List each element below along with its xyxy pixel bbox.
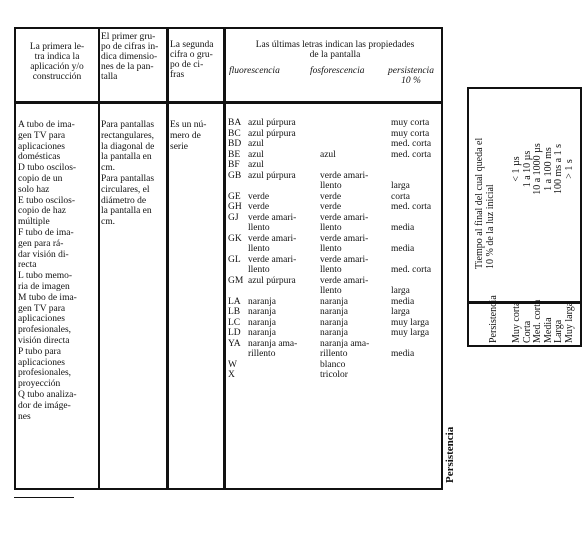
phosphor-persistence: med. corta xyxy=(391,202,432,212)
header-cell-serial: La segunda cifra o gru- po de ci- fras xyxy=(170,40,214,80)
phosphor-code: GL xyxy=(228,254,241,265)
phosphor-phosphorescence: naranja xyxy=(320,307,348,317)
phosphor-fluorescence: azul púrpura xyxy=(248,118,296,128)
footnote-rule xyxy=(14,497,74,498)
phosphor-code: BF xyxy=(228,160,240,170)
phosphor-fluorescence: azul xyxy=(248,139,264,149)
phosphor-phosphorescence: naranja ama- rillento xyxy=(320,338,370,359)
phosphor-row xyxy=(228,171,443,192)
phosphor-fluorescence: verde amari- llento xyxy=(248,233,297,254)
phosphor-fluorescence: azul xyxy=(248,160,264,170)
phosphor-row xyxy=(228,255,443,276)
phosphor-phosphorescence: verde amari- llento xyxy=(320,233,369,254)
phosphor-fluorescence: azul púrpura xyxy=(248,170,296,181)
phosphor-code: LC xyxy=(228,317,241,328)
phosphor-fluorescence: verde xyxy=(248,202,270,212)
phosphor-persistence: larga xyxy=(391,286,410,296)
phosphor-phosphorescence: blanco xyxy=(320,359,346,370)
phosphor-row xyxy=(228,118,443,129)
phosphor-row xyxy=(228,139,443,150)
phosphor-row xyxy=(228,213,443,234)
phosphor-code: GH xyxy=(228,202,242,212)
persistence-legend-table xyxy=(467,87,582,347)
phosphor-row xyxy=(228,129,443,140)
phosphor-persistence: med. corta xyxy=(391,149,432,160)
phosphor-fluorescence: verde amari- llento xyxy=(248,212,297,233)
phosphor-phosphorescence: tricolor xyxy=(320,370,348,380)
phosphor-phosphorescence: verde xyxy=(320,191,342,202)
phosphor-persistence: med. corta xyxy=(391,265,432,275)
legend-persistence-names: Muy corta Corta Med. corta Media Larga Muy larga xyxy=(511,299,575,343)
body-dimensions-text: Para pantallas rectangulares, la diagonal de la pantalla en cm. Para pantallas circulares, el diámetro de la pantalla en cm. xyxy=(101,120,155,228)
phosphor-row xyxy=(228,339,443,360)
phosphor-persistence: media xyxy=(391,223,415,233)
phosphor-persistence: med. corta xyxy=(391,139,432,149)
legend-persistence-values: < 1 µs 1 a 10 µs 10 a 1000 µs 1 a 100 ms 100 ms a 1 s > 1 s xyxy=(511,143,575,195)
phosphor-phosphorescence: verde amari- llento xyxy=(320,170,369,191)
phosphor-phosphorescence: naranja xyxy=(320,317,348,328)
header-phosphorescence: fosforescencia xyxy=(310,66,365,76)
phosphor-row xyxy=(228,318,443,329)
body-application-codes: A tubo de ima- gen TV para aplicaciones domésticas D tubo oscilos- copio de un solo haz E tubo oscilos- copio de haz múltiple F tubo de ima- gen para rá- dar visión di- recta L tubo memo- ria de imagen M tubo de ima- gen TV para aplicaciones profesionales, visión directa P tubo para aplicaciones profesionales, proyección Q tubo analiza- dor de imáge- nes xyxy=(18,120,77,422)
phosphor-fluorescence: naranja xyxy=(248,296,276,307)
phosphor-row xyxy=(228,160,443,171)
phosphor-fluorescence: azul xyxy=(248,149,264,160)
header-cell-properties: Las últimas letras indican las propiedades de la pantalla xyxy=(255,40,415,60)
phosphor-fluorescence: verde xyxy=(248,191,270,202)
header-fluorescence: fluorescencia xyxy=(229,66,280,76)
phosphor-row xyxy=(228,192,443,203)
phosphor-phosphorescence: verde amari- llento xyxy=(320,254,369,275)
phosphor-phosphorescence: naranja xyxy=(320,328,348,338)
column-divider-1 xyxy=(98,29,100,488)
phosphor-phosphorescence: azul xyxy=(320,149,336,160)
phosphor-phosphorescence: verde amari- llento xyxy=(320,212,369,233)
phosphor-code: W xyxy=(228,359,237,370)
column-divider-3 xyxy=(223,29,226,488)
phosphor-phosphorescence: verde xyxy=(320,202,342,212)
phosphor-code: LB xyxy=(228,307,241,317)
phosphor-row xyxy=(228,328,443,339)
phosphor-row xyxy=(228,202,443,213)
phosphor-row xyxy=(228,150,443,161)
body-serial-text: Es un nú- mero de serie xyxy=(170,120,207,152)
phosphor-fluorescence: naranja xyxy=(248,317,276,328)
phosphor-fluorescence: verde amari- llento xyxy=(248,254,297,275)
legend-header-persistence: Persistencia xyxy=(488,295,499,343)
phosphor-persistence: media xyxy=(391,296,415,307)
phosphor-row xyxy=(228,276,443,297)
header-cell-dimensions: El primer gru- po de cifras in- dica dimensio- nes de la pan- talla xyxy=(101,32,159,82)
phosphor-persistence: muy corta xyxy=(391,118,430,128)
column-divider-2 xyxy=(166,29,169,488)
phosphor-row xyxy=(228,370,443,381)
phosphor-code: BD xyxy=(228,139,242,149)
header-divider xyxy=(16,101,441,104)
phosphor-persistence: muy larga xyxy=(391,328,430,338)
phosphor-code: YA xyxy=(228,338,241,349)
phosphor-code: GE xyxy=(228,191,241,202)
phosphor-code: LD xyxy=(228,328,241,338)
phosphor-code: GJ xyxy=(228,212,239,223)
phosphor-phosphorescence: naranja xyxy=(320,296,348,307)
phosphor-persistence: larga xyxy=(391,307,410,317)
phosphor-row xyxy=(228,307,443,318)
phosphor-fluorescence: azul púrpura xyxy=(248,128,296,139)
phosphor-code: GM xyxy=(228,275,244,286)
phosphor-fluorescence: naranja xyxy=(248,307,276,317)
phosphor-phosphorescence: verde amari- llento xyxy=(320,275,369,296)
side-label-persistencia: Persistencia xyxy=(444,426,456,483)
phosphor-code: BE xyxy=(228,149,241,160)
phosphor-fluorescence: naranja xyxy=(248,328,276,338)
phosphor-persistence: media xyxy=(391,349,415,359)
phosphor-fluorescence: naranja ama- rillento xyxy=(248,338,298,359)
phosphor-persistence: corta xyxy=(391,191,410,202)
phosphor-code: LA xyxy=(228,296,241,307)
phosphor-persistence: larga xyxy=(391,181,410,191)
phosphor-code: GB xyxy=(228,170,242,181)
phosphor-code: BA xyxy=(228,118,242,128)
phosphor-code: X xyxy=(228,370,235,380)
header-persistence: persistencia 10 % xyxy=(388,66,434,86)
header-cell-application: La primera le- tra indica la aplicación y/o construcción xyxy=(29,42,85,82)
phosphor-row xyxy=(228,234,443,255)
main-table xyxy=(14,27,443,490)
phosphor-persistence: muy larga xyxy=(391,317,430,328)
phosphor-row xyxy=(228,360,443,371)
legend-header-time: Tiempo al final del cual queda el 10 % de la luz inicial xyxy=(474,137,496,269)
phosphor-code: BC xyxy=(228,128,241,139)
phosphor-fluorescence: azul púrpura xyxy=(248,275,296,286)
phosphor-code: GK xyxy=(228,233,242,244)
phosphor-persistence: media xyxy=(391,244,415,254)
phosphor-row xyxy=(228,297,443,308)
phosphor-persistence: muy corta xyxy=(391,128,430,139)
